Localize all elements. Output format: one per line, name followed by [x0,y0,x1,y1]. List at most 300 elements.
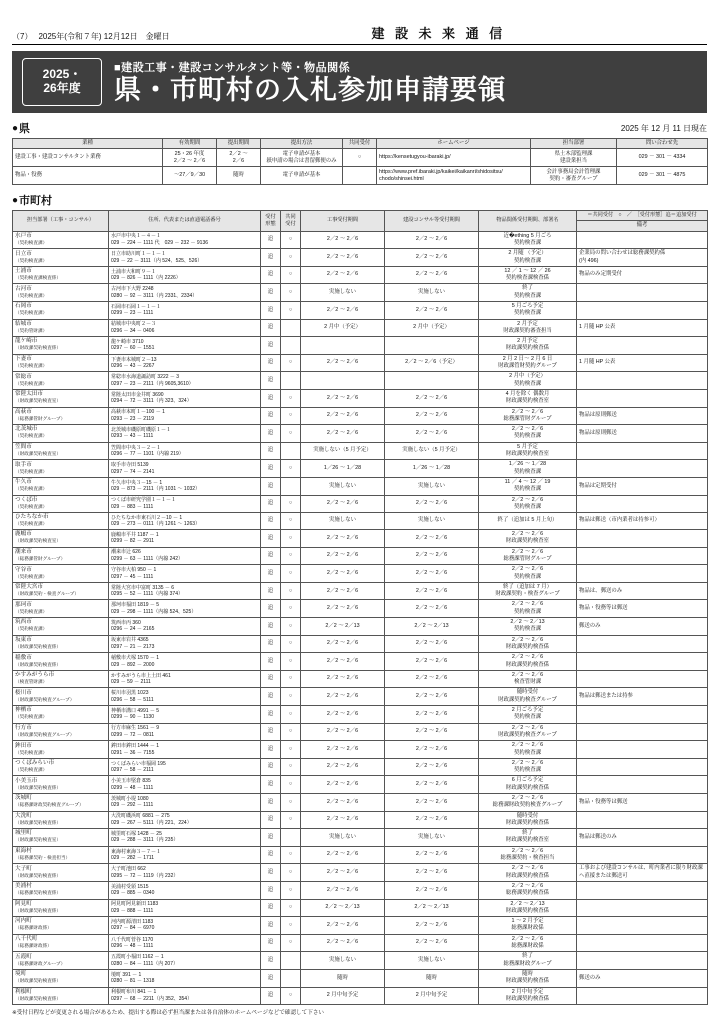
cell-kyoudou [281,969,301,987]
table-row [13,249,708,267]
cell-uketsuke: 追 [261,582,281,600]
cell-municipality: 水戸市 （契約検査課） [13,231,109,249]
cell-address: 五霞町小福田 1162 － 1 0280 － 84 － 1111（内 207） [109,952,261,970]
cell-cons: 2／2 ～ 2／6 [385,776,479,794]
cell-buppin: 2／2 ～ 2／6 契約検査課 [479,741,577,759]
cell-biko: 物品は定期受付 [577,477,708,495]
table-row [13,653,708,671]
publication-date: 2025年(令和７年) 12月12日 金曜日 [38,32,170,41]
cell-cons: 2／2 ～ 2／6 [385,495,479,513]
cell-cons: 2 月中旬予定 [385,987,479,1005]
cell-buppin: 終了（追加は 7 月） 財政課契約・検査グループ [479,582,577,600]
cell-uketsuke: 追 [261,899,281,917]
cell-koji: 2／2 ～ 2／6 [301,635,385,653]
cell-uketsuke: 追 [261,917,281,935]
cell-biko [577,846,708,864]
cell-cons: 2／2 ～ 2／13 [385,618,479,636]
cell-busho: 会計事務局会計管理課 契約・審査グループ [531,167,617,185]
cell-address: 阿見町阿見新田 1183 029 － 888 － 1111 [109,899,261,917]
cell-buppin: 12 ／ 1 ～ 12 ／ 26 契約検査課検査係 [479,266,577,284]
cell-biko: 物品のみ定期受付 [577,266,708,284]
cell-uketsuke: 追 [261,952,281,970]
cell-biko: 郵送のみ [577,618,708,636]
cell-biko [577,231,708,249]
prefecture-table [12,138,708,185]
cell-koji: 2／2 ～ 2／6 [301,881,385,899]
table-row [13,149,708,167]
table-row [13,337,708,355]
cell-biko: 工事および建設コンサルは、町内業者に限り財政課へ直接または郵送可 [577,864,708,882]
table-row [13,425,708,443]
article-subtitle: ■建設工事・建設コンサルタント等・物品関係 [114,61,351,74]
cell-municipality: 常陸太田市 （財政課契約検査室） [13,389,109,407]
cell-address: 古河市下大野 2248 0280 － 92 － 3111（内 2331、2334） [109,284,261,302]
cell-uketsuke: 追 [261,389,281,407]
cell-kyoudou: ○ [281,600,301,618]
cell-address: 守谷市大柏 950 － 1 0297 － 45 － 1111 [109,565,261,583]
cell-biko: 物品は原則郵送 [577,425,708,443]
cell-kyoudou: ○ [281,934,301,952]
cell-biko [577,547,708,565]
prefecture-section-label: 県 [19,123,31,135]
cell-buppin: 随時受付 財政課契約検査係 [479,811,577,829]
cell-biko [577,670,708,688]
cell-koji: 2／2 ～ 2／6 [301,565,385,583]
cell-municipality: 筑西市 （契約検査課） [13,618,109,636]
cell-kyoudou [343,167,377,185]
cell-cons: 2／2 ～ 2／6 [385,670,479,688]
cell-uketsuke: 追 [261,934,281,952]
col-buppin-kikan: 物品関係受付期間、部署名 [479,211,577,231]
cell-cons: 2／2 ～ 2／6 [385,266,479,284]
cell-uketsuke: 追 [261,635,281,653]
col-consultant-kikan: 建設コンサル等受付期間 [385,211,479,231]
cell-address: 高萩市本町１－100 － 1 0293 － 23 － 2119 [109,407,261,425]
cell-biko: 1 月随 HP 公表 [577,354,708,372]
cell-uketsuke: 追 [261,319,281,337]
year-badge-line1: 2025・ [42,67,82,82]
cell-uketsuke: 追 [261,266,281,284]
cell-municipality: 常陸大宮市 （財政課契約・検査グループ） [13,582,109,600]
cell-buppin: 2／2 ～ 2／6 総務課財政契約検査グループ [479,793,577,811]
table-row [13,969,708,987]
cell-buppin: 2／2 ～ 2／6 契約検査課 [479,425,577,443]
col-homepage: ホームページ [377,139,531,149]
prefecture-section-header [12,120,707,136]
cell-kyoudou: ○ [281,723,301,741]
cell-municipality: 境町 （財政課契約検査係） [13,969,109,987]
cell-kyoudou: ○ [281,513,301,530]
cell-municipality: つくば市 （契約検査課） [13,495,109,513]
cell-address: 境町 391 － 1 0280 － 81 － 1318 [109,969,261,987]
cell-buppin: 2 月中旬予定 財政課契約検査係 [479,987,577,1005]
cell-koji: 実施しない [301,284,385,302]
cell-hp: https://www.pref.ibaraki.jp/kaikei/kaikanri/shidositsu/ chodo/shinsei.html [377,167,531,185]
cell-kyoudou: ○ [281,618,301,636]
cell-address: 龍ケ崎市 3710 0297 － 60 － 1551 [109,337,261,355]
cell-cons: 2／2 ～ 2／6 [385,917,479,935]
table-row [13,547,708,565]
cell-municipality: 東海村 （総務課契約・検査担当） [13,846,109,864]
table-row [13,723,708,741]
cell-koji: 2／2 ～ 2／6 [301,600,385,618]
cell-municipality: 龍ケ崎市 （財政課契約検査係） [13,337,109,355]
cell-cons: 2／2 ～ 2／6 [385,530,479,548]
cell-koji: 2／2 ～ 2／6 [301,530,385,548]
cell-biko: 郵送のみ [577,969,708,987]
cell-uketsuke: 追 [261,442,281,460]
cell-municipality: 笠間市 （財政課契約検査室） [13,442,109,460]
year-badge-line2: 26年度 [43,81,81,95]
cell-cons: 2／2 ～ 2／6 [385,706,479,724]
cell-address: 小美玉市堅倉 835 0299 － 48 － 1111 [109,776,261,794]
cell-municipality: 稲敷市 （財政課契約検査係） [13,653,109,671]
cell-municipality: 河内町 （総務課財政係） [13,917,109,935]
cell-kyoudou [281,477,301,495]
col-kouji-kikan: 工事受付期間 [301,211,385,231]
cell-kyoudou: ○ [281,811,301,829]
cell-biko [577,987,708,1005]
cell-kyoudou: ○ [281,425,301,443]
table-row [13,987,708,1005]
cell-kyoudou: ○ [281,670,301,688]
cell-buppin: 終了 総務課財政グループ [479,952,577,970]
table-row [13,284,708,302]
header-divider [12,44,707,45]
footnote: ※受付日程などが変更される場合があるため、提出する際は必ず担当課または各自治体のホームページなどで確認して下さい [12,1010,325,1017]
cell-cons: 1／26 ～ 1／28 [385,460,479,478]
cell-municipality: かすみがうら市 （検査管財課） [13,670,109,688]
cell-address: 常陸大宮市中富町 3135 － 6 0295 － 52 － 1111（内線 374） [109,582,261,600]
section-bullet-icon-2: ● [12,194,19,206]
col-gyoushu: 業種 [13,139,163,149]
cell-address: 日立市助川町１－１－１ 029 － 22 － 3111（内 524、525、526） [109,249,261,267]
table-row [13,477,708,495]
cell-koji: 随時 [301,969,385,987]
cell-address: 常総市水海道諏訪町 3222 － 3 0297 － 23 － 2111（内 9605,3610） [109,372,261,390]
cell-kyoudou [281,372,301,390]
cell-address: 大子町池田 662 0295 － 72 － 1119（内 232） [109,864,261,882]
table-row [13,319,708,337]
table-row [13,231,708,249]
table-row [13,811,708,829]
cell-municipality: 結城市 （契約管財課） [13,319,109,337]
cell-biko: 物品は原則郵送 [577,407,708,425]
cell-buppin: 2／2 ～ 2／6 総務課管財グループ [479,547,577,565]
cell-uketsuke: 追 [261,565,281,583]
cell-koji: 実施しない [301,477,385,495]
cell-buppin: 2 月予定 財政課契約検査係 [479,337,577,355]
cell-cons: 2／2 ～ 2／6 [385,653,479,671]
cell-address: 城里町石塚 1428 － 25 029 － 288 － 3111（内 235） [109,829,261,847]
cell-uketsuke: 追 [261,249,281,267]
cell-buppin: 随時 財政課契約検査係 [479,969,577,987]
cell-municipality: 日立市 （契約検査課） [13,249,109,267]
cell-koji: 2／2 ～ 2／6 [301,249,385,267]
cell-cons: 2／2 ～ 2／6 [385,864,479,882]
cell-biko [577,706,708,724]
table-row [13,582,708,600]
cell-kyoudou [281,319,301,337]
table-row [13,389,708,407]
cell-uketsuke: 追 [261,829,281,847]
cell-cons: 実施しない [385,513,479,530]
cell-buppin: 2／2 ～ 2／6 財政課契約検査係 [479,864,577,882]
table-row [13,635,708,653]
cell-biko [577,337,708,355]
cell-buppin: 2／2 ～ 2／6 契約検査課 [479,600,577,618]
cell-municipality: つくばみらい市 （契約検査課） [13,758,109,776]
col-kyoudou-uketsuke: 共同 受付 [281,211,301,231]
cell-biko [577,811,708,829]
title-band [12,51,707,113]
cell-kyoudou [281,337,301,355]
cell-cons: 2／2 ～ 2／6 [385,934,479,952]
cell-kikan: 25・26 年度 2／2 ～ 2／6 [163,149,217,167]
cell-biko [577,442,708,460]
cell-cons: 2／2 ～ 2／6 [385,793,479,811]
cell-kyoudou: ○ [281,495,301,513]
cell-municipality: 茨城町 （総務課財政契約検査グループ） [13,793,109,811]
cell-kyoudou: ○ [281,688,301,706]
cell-biko: 企業局の問い合わせは総務課契約係 (内 496) [577,249,708,267]
cell-buppin: 2／2 ～ 2／6 総務課契約・検査担当 [479,846,577,864]
cell-biko [577,758,708,776]
cell-municipality: 牛久市 （契約検査課） [13,477,109,495]
cell-address: 東海村東海３－７－１ 029 － 282 － 1711 [109,846,261,864]
masthead-title: 建 設 未 来 通 信 [371,27,506,42]
cell-municipality: 鹿嶋市 （財政課契約検査室） [13,530,109,548]
cell-address: つくばみらい市福岡 195 0297 － 58 － 2111 [109,758,261,776]
cell-kyoudou: ○ [343,149,377,167]
cell-cons: 2／2 ～ 2／6 [385,635,479,653]
cell-kyoudou: ○ [281,231,301,249]
cell-koji: 2／2 ～ 2／6 [301,301,385,319]
cell-buppin: 6 月ごろ予定 財政課契約検査係 [479,776,577,794]
cell-gyoushu: 物品・役務 [13,167,163,185]
cell-uketsuke: 追 [261,653,281,671]
municipality-section-label: 市町村 [19,195,53,208]
cell-koji: 2／2 ～ 2／6 [301,917,385,935]
cell-koji: 2 月中旬予定 [301,987,385,1005]
prefecture-table-header-row [13,139,708,149]
cell-municipality: 潮来市 （総務課管財グループ） [13,547,109,565]
table-row [13,952,708,970]
cell-address: 茨城町小堤 1080 029 － 292 － 1111 [109,793,261,811]
cell-address: 結城市中央町２－３ 0296 － 34 － 0406 [109,319,261,337]
cell-buppin: 2／2 ～ 2／6 総務課契約検査係 [479,881,577,899]
cell-address: 稲敷市犬塚 1570 － 1 029 － 892 － 2000 [109,653,261,671]
cell-municipality: 小美玉市 （財政課契約検査係） [13,776,109,794]
cell-buppin: 終了 財政課契約検査室 [479,829,577,847]
cell-cons: 実施しない（5 月予定） [385,442,479,460]
cell-address: 潮来市辻 626 0299 － 63 － 1111（内線 242） [109,547,261,565]
cell-uketsuke: 追 [261,547,281,565]
table-row [13,829,708,847]
table-row [13,917,708,935]
cell-koji: 2／2 ～ 2／13 [301,618,385,636]
cell-buppin: 1 ～ 2 月予定 総務課財政係 [479,917,577,935]
cell-koji: 実施しない [301,829,385,847]
cell-kyoudou: ○ [281,917,301,935]
cell-address: 常陸太田市金井町 3690 0294 － 72 － 3111（内 323、324） [109,389,261,407]
table-row [13,741,708,759]
page-header [12,0,707,42]
cell-gyoushu: 建設工事・建設コンサルタント業務 [13,149,163,167]
cell-uketsuke: 追 [261,706,281,724]
cell-cons: 2／2 ～ 2／6 [385,600,479,618]
col-address-tel: 住所、代表または直通電話番号 [109,211,261,231]
cell-address: 土浦市大和町９－１ 029 － 826 － 1111（内 2226） [109,266,261,284]
cell-houhou: 電子申請が基本 [261,167,343,185]
cell-cons: 2／2 ～ 2／6 [385,723,479,741]
table-row [13,618,708,636]
cell-tel: 029 － 301 － 4334 [617,149,708,167]
cell-buppin: 2／2 ～ 2／6 契約検査課 [479,565,577,583]
cell-koji: 2／2 ～ 2／6 [301,407,385,425]
cell-koji [301,337,385,355]
cell-buppin: 2／2 ～ 2／6 財政課契約検査係 [479,653,577,671]
cell-uketsuke: 追 [261,372,281,390]
cell-kyoudou: ○ [281,460,301,478]
cell-koji: 2／2 ～ 2／6 [301,425,385,443]
cell-uketsuke: 追 [261,741,281,759]
cell-address: ひたちなか市東石川２－10 － 1 029 － 273 － 0111（内 1261 ～ 1263） [109,513,261,530]
cell-buppin: 5 月予定 財政課契約検査室 [479,442,577,460]
cell-busho: 県土木部監理課 建設業担当 [531,149,617,167]
cell-uketsuke: 追 [261,354,281,372]
table-row [13,758,708,776]
cell-buppin: 2／2 ～ 2／6 検査管財課 [479,670,577,688]
col-teishutsu-houhou: 提出方法 [261,139,343,149]
cell-kyoudou: ○ [281,635,301,653]
table-row [13,167,708,185]
cell-buppin: 2／2 ～ 2／6 契約検査課 [479,758,577,776]
table-row [13,934,708,952]
cell-uketsuke: 追 [261,688,281,706]
cell-biko [577,723,708,741]
cell-uketsuke: 追 [261,723,281,741]
cell-municipality: 土浦市 （契約検査課検査係） [13,266,109,284]
cell-buppin: 2 月随 （予定） 契約検査課 [479,249,577,267]
table-row [13,706,708,724]
cell-kikan: ～27／9／30 [163,167,217,185]
cell-teishutsu: 2／2 ～ 2／6 [217,149,261,167]
cell-municipality: 城里町 （財政課契約検査室） [13,829,109,847]
cell-uketsuke: 追 [261,618,281,636]
cell-buppin: 1／26 ～ 1／28 契約検査課 [479,460,577,478]
section-bullet-icon: ● [12,122,19,134]
cell-cons: 2／2 ～ 2／6 [385,741,479,759]
cell-koji: 2／2 ～ 2／6 [301,741,385,759]
cell-kyoudou: ○ [281,758,301,776]
cell-cons: 2／2 ～ 2／6 [385,565,479,583]
table-row [13,846,708,864]
cell-uketsuke: 追 [261,495,281,513]
cell-uketsuke: 追 [261,846,281,864]
municipality-section-header [12,192,707,208]
cell-buppin: 2／2 ～ 2／6 財政課契約検査係 [479,635,577,653]
cell-biko [577,776,708,794]
table-row [13,881,708,899]
cell-uketsuke: 追 [261,337,281,355]
cell-address: 取手市寺田 5139 0297 － 74 － 2141 [109,460,261,478]
cell-municipality: 高萩市 （総務課管財グループ） [13,407,109,425]
cell-koji: 2／2 ～ 2／6 [301,266,385,284]
cell-cons: 実施しない [385,284,479,302]
cell-biko [577,653,708,671]
cell-municipality: 古河市 （契約検査課） [13,284,109,302]
cell-biko: 物品は郵送または持参 [577,688,708,706]
cell-cons: 随時 [385,969,479,987]
cell-koji: 2／2 ～ 2／6 [301,582,385,600]
cell-koji: 2／2 ～ 2／6 [301,389,385,407]
cell-kyoudou: ○ [281,776,301,794]
cell-municipality: 利根町 （財政課契約検査係） [13,987,109,1005]
col-uketsuke-keitai: 受付 形態 [261,211,281,231]
cell-biko [577,301,708,319]
cell-biko: 物品は郵送（市内業者は持参可） [577,513,708,530]
cell-cons: 2／2 ～ 2／6 [385,881,479,899]
table-row [13,407,708,425]
cell-uketsuke: 追 [261,530,281,548]
cell-koji: 2／2 ～ 2／6 [301,934,385,952]
col-busho: 担当部署 [531,139,617,149]
cell-municipality: 常総市 （契約検査課） [13,372,109,390]
cell-cons: 2／2 ～ 2／6 [385,547,479,565]
table-row [13,372,708,390]
cell-address: 下妻市本城町２－13 0296 － 43 － 2267 [109,354,261,372]
cell-cons: 2／2 ～ 2／6（予定） [385,354,479,372]
as-of-date: 2025 年 12 月 11 日現在 [620,123,707,133]
cell-biko [577,284,708,302]
cell-cons: 2／2 ～ 2／6 [385,758,479,776]
cell-biko [577,372,708,390]
cell-municipality: 鉾田市 （契約検査課） [13,741,109,759]
cell-address: 石岡市石岡１－１－１ 0299 － 23 － 1111 [109,301,261,319]
year-badge [22,58,102,106]
cell-kyoudou: ○ [281,706,301,724]
col-contact: 問い合わせ先 [617,139,708,149]
cell-municipality: 八千代町 （総務課財政係） [13,934,109,952]
cell-cons: 実施しない [385,477,479,495]
cell-buppin: 随時受付 財政課契約検査グループ [479,688,577,706]
table-row [13,776,708,794]
cell-koji: 2／2 ～ 2／6 [301,723,385,741]
col-biko: 備考 [577,221,708,231]
cell-biko: 物品は、郵送のみ [577,582,708,600]
cell-biko [577,495,708,513]
cell-municipality: 守谷市 （契約検査課） [13,565,109,583]
cell-kyoudou: ○ [281,407,301,425]
cell-biko [577,952,708,970]
cell-cons: 2／2 ～ 2／6 [385,425,479,443]
cell-address: つくば市研究学園１－１－１ 029 － 883 － 1111 [109,495,261,513]
cell-uketsuke: 追 [261,793,281,811]
cell-uketsuke: 追 [261,600,281,618]
table-row [13,266,708,284]
cell-koji: 実施しない（5 月予定） [301,442,385,460]
cell-kyoudou: ○ [281,793,301,811]
cell-koji: 2／2 ～ 2／6 [301,495,385,513]
table-row [13,600,708,618]
cell-houhou: 電子申請が基本 紙申請の場合は書留郵便のみ [261,149,343,167]
cell-kyoudou: ○ [281,284,301,302]
cell-biko [577,635,708,653]
cell-kyoudou: ○ [281,741,301,759]
cell-uketsuke: 追 [261,407,281,425]
cell-uketsuke: 追 [261,477,281,495]
